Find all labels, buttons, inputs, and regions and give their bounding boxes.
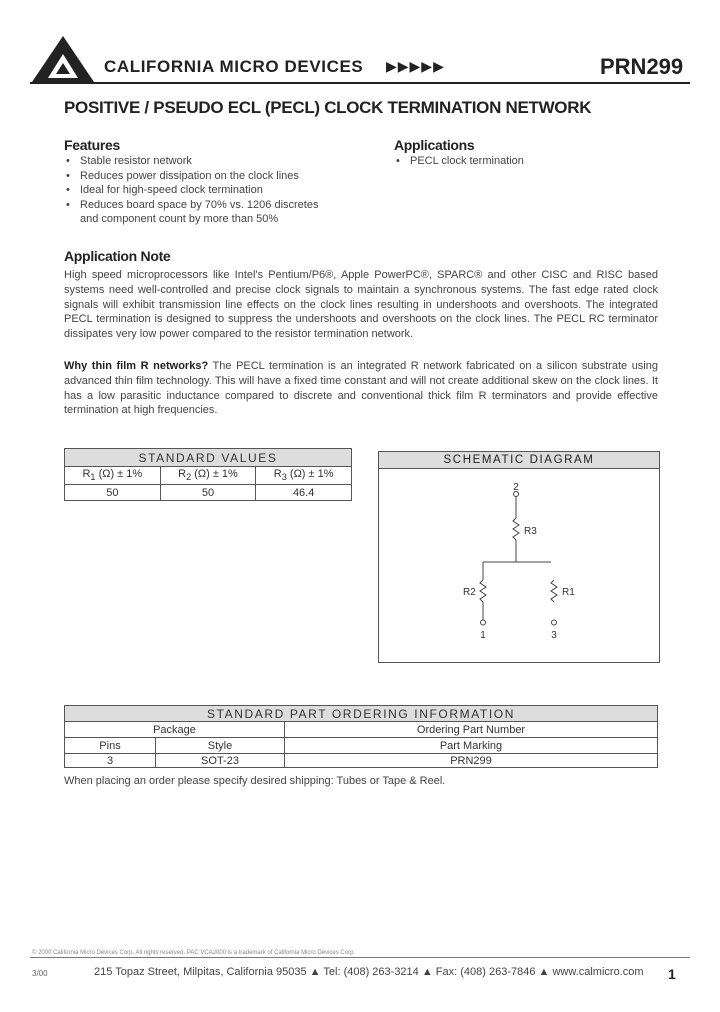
pins-value: 3: [65, 754, 156, 768]
list-item: • Stable resistor network: [64, 154, 364, 169]
part-marking-header: Part Marking: [285, 738, 658, 754]
part-marking-value: PRN299: [285, 754, 658, 768]
ordering-note: When placing an order please specify desired shipping: Tubes or Tape & Reel.: [64, 775, 446, 787]
style-value: SOT-23: [156, 754, 285, 768]
standard-values-table: [64, 448, 352, 501]
thin-film-question: Why thin film R networks?: [64, 360, 209, 372]
copyright: © 2000 California Micro Devices Corp. All rights reserved. PAC VCA2000 is a trademark of California Micro Devices Corp.: [32, 950, 356, 956]
resistor-r3: [513, 518, 519, 540]
applications-heading: Applications: [394, 137, 475, 153]
pin-1-label: 1: [480, 630, 486, 641]
list-item: • Reduces power dissipation on the clock lines: [64, 169, 364, 184]
schematic-heading: SCHEMATIC DIAGRAM: [379, 452, 659, 469]
footer-date: 3/00: [32, 969, 48, 978]
features-list: [64, 154, 364, 227]
value-r1: 50: [65, 485, 161, 501]
part-number: PRN299: [600, 54, 684, 79]
list-item: • PECL clock termination: [394, 154, 674, 169]
pin-2-label: 2: [513, 482, 519, 493]
ordering-info-heading: STANDARD PART ORDERING INFORMATION: [65, 706, 658, 722]
company-logo: [30, 34, 96, 84]
resistor-r1: [551, 580, 557, 602]
applications-list: [394, 154, 674, 169]
standard-values-heading: STANDARD VALUES: [65, 449, 352, 467]
company-name: CALIFORNIA MICRO DEVICES: [104, 57, 364, 76]
ordering-info-table: [64, 705, 658, 768]
schematic-diagram: [378, 451, 660, 663]
list-item: • Ideal for high-speed clock termination: [64, 183, 364, 198]
page-number: 1: [668, 966, 676, 982]
r2-label: R2: [463, 587, 476, 598]
value-r2: 50: [160, 485, 256, 501]
pins-header: Pins: [65, 738, 156, 754]
schematic-drawing: [379, 452, 659, 662]
footer-rule: [30, 957, 690, 958]
ordering-part-number-header: Ordering Part Number: [285, 722, 658, 738]
resistor-r2: [480, 580, 486, 602]
column-header-r2: $R_2$ (Ω) ± 1%: [160, 467, 256, 485]
thin-film-answer: The PECL termination is an integrated R network fabricated on a silicon substrate using advanced thin film technology. This will have a fixed time constant and will not create additional skew on the clock lines. It has a low parasitic inductance compared to discrete and conventional thick film R terminators and provide effective termination at high frequencies.: [64, 360, 658, 417]
value-r3: 46.4: [256, 485, 352, 501]
arrow-icons: ▶▶▶▶▶: [386, 58, 445, 74]
column-header-r1: $R_1$ (Ω) ± 1%: [65, 467, 161, 485]
page-title: POSITIVE / PSEUDO ECL (PECL) CLOCK TERMINATION NETWORK: [64, 98, 592, 117]
r1-label: R1: [562, 587, 575, 598]
list-item: • Reduces board space by 70% vs. 1206 discretes: [64, 198, 364, 213]
pin-1-terminal: [481, 620, 486, 625]
pin-3-terminal: [552, 620, 557, 625]
footer-address: 215 Topaz Street, Milpitas, California 95035 ▲ Tel: (408) 263-3214 ▲ Fax: (408) 263-7846 ▲ www.calmicro.com: [94, 966, 644, 978]
header-rule: [30, 82, 690, 84]
style-header: Style: [156, 738, 285, 754]
pin-3-label: 3: [551, 630, 557, 641]
r3-label: R3: [524, 526, 537, 537]
application-note-paragraph: High speed microprocessors like Intel's Pentium/P6®, Apple PowerPC®, SPARC® and other CISC and RISC based systems need well-controlled and precise clock signals to maintain a synchronous systems. The fast edge rated clock signals will exhibit transmission line effects on the clock lines resulting in undershoots and overshoots. The integrated PECL termination is designed to suppress the undershoots and overshoots on the clock lines. The PECL RC terminator dissipates very low power compared to the resistor termination network.: [64, 269, 658, 341]
thin-film-paragraph: [64, 359, 658, 418]
column-header-r3: $R_3$ (Ω) ± 1%: [256, 467, 352, 485]
features-heading: Features: [64, 137, 120, 153]
list-item-continuation: and component count by more than 50%: [80, 213, 279, 226]
package-header: Package: [65, 722, 285, 738]
application-note-heading: Application Note: [64, 248, 171, 264]
